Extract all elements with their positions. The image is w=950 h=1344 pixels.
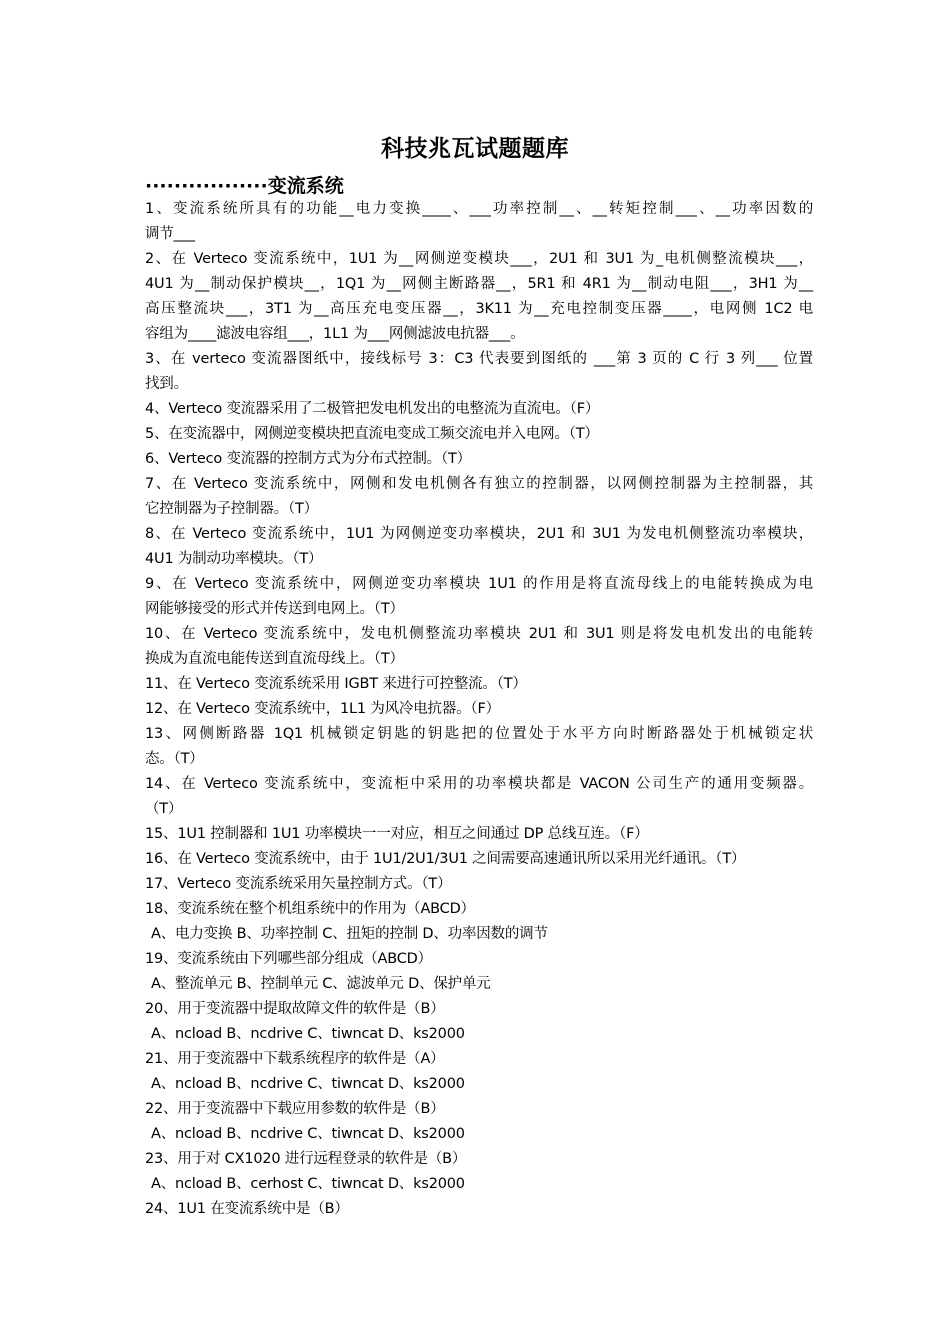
question-text-line: 4U1 为制动功率模块。（T）: [145, 551, 323, 567]
answer-options-line: A、ncload B、ncdrive C、tiwncat D、ks2000: [151, 1126, 465, 1142]
question-text-line: 网能够接受的形式并传送到电网上。（T）: [145, 601, 404, 617]
question-text-line: 态。（T）: [145, 751, 204, 767]
question-text-line: 4、Verteco 变流器采用了二极管把发电机发出的电整流为直流电。（F）: [145, 401, 600, 417]
question-text-line: 10、在 Verteco 变流系统中，发电机侧整流功率模块 2U1 和 3U1 则是将发电机发出的电能转: [145, 626, 813, 642]
question-text-line: 11、在 Verteco 变流系统采用 IGBT 来进行可控整流。（T）: [145, 676, 527, 692]
question-text-line: 容组为____滤波电容组___，1L1 为___网侧滤波电抗器___。: [145, 326, 525, 342]
question-text-line: 1、变流系统所具有的功能__电力变换____、___功率控制__、__转矩控制___、__功率因数的: [145, 201, 813, 217]
question-text-line: 24、1U1 在变流系统中是（B）: [145, 1201, 349, 1217]
question-text-line: 高压整流块___，3T1 为__高压充电变压器__，3K11 为__充电控制变压器____，电网侧 1C2 电: [145, 301, 813, 317]
question-text-line: 8、在 Verteco 变流系统中，1U1 为网侧逆变功率模块，2U1 和 3U1 为发电机侧整流功率模块，: [145, 526, 813, 542]
question-text-line: 23、用于对 CX1020 进行远程登录的软件是（B）: [145, 1151, 467, 1167]
question-text-line: 16、在 Verteco 变流系统中，由于 1U1/2U1/3U1 之间需要高速通讯所以采用光纤通讯。（T）: [145, 851, 746, 867]
question-text-line: 它控制器为子控制器。（T）: [145, 501, 319, 517]
answer-options-line: A、电力变换 B、功率控制 C、扭矩的控制 D、功率因数的调节: [151, 926, 548, 942]
question-text-line: （T）: [145, 801, 183, 817]
question-text-line: 换成为直流电能传送到直流母线上。（T）: [145, 651, 404, 667]
answer-options-line: A、整流单元 B、控制单元 C、滤波单元 D、保护单元: [151, 976, 491, 992]
question-text-line: 15、1U1 控制器和 1U1 功率模块一一对应，相互之间通过 DP 总线互连。（F）: [145, 826, 649, 842]
answer-options-line: A、ncload B、ncdrive C、tiwncat D、ks2000: [151, 1026, 465, 1042]
question-text-line: 4U1 为__制动保护模块__，1Q1 为__网侧主断路器__，5R1 和 4R1 为__制动电阻___，3H1 为__: [145, 276, 813, 292]
question-list: [145, 197, 813, 1222]
question-text-line: 17、Verteco 变流系统采用矢量控制方式。（T）: [145, 876, 452, 892]
question-text-line: 13、网侧断路器 1Q1 机械锁定钥匙的钥匙把的位置处于水平方向时断路器处于机械锁定状: [145, 726, 813, 742]
question-text-line: 22、用于变流器中下载应用参数的软件是（B）: [145, 1101, 445, 1117]
question-text-line: 12、在 Verteco 变流系统中，1L1 为风冷电抗器。（F）: [145, 701, 500, 717]
question-text-line: 9、在 Verteco 变流系统中，网侧逆变功率模块 1U1 的作用是将直流母线上的电能转换成为电: [145, 576, 813, 592]
question-text-line: 调节___: [145, 226, 195, 242]
answer-options-line: A、ncload B、ncdrive C、tiwncat D、ks2000: [151, 1076, 465, 1092]
question-text-line: 21、用于变流器中下载系统程序的软件是（A）: [145, 1051, 445, 1067]
question-text-line: 6、Verteco 变流器的控制方式为分布式控制。（T）: [145, 451, 471, 467]
question-text-line: 7、在 Verteco 变流系统中，网侧和发电机侧各有独立的控制器，以网侧控制器为主控制器，其: [145, 476, 813, 492]
answer-options-line: A、ncload B、cerhost C、tiwncat D、ks2000: [151, 1176, 465, 1192]
question-text-line: 5、在变流器中，网侧逆变模块把直流电变成工频交流电并入电网。（T）: [145, 426, 599, 442]
section-heading: ·················变流系统: [145, 175, 344, 197]
question-text-line: 20、用于变流器中提取故障文件的软件是（B）: [145, 1001, 445, 1017]
document-title: 科技兆瓦试题题库: [381, 135, 569, 162]
question-text-line: 找到。: [145, 376, 188, 392]
question-text-line: 2、在 Verteco 变流系统中，1U1 为__网侧逆变模块___，2U1 和 3U1 为_电机侧整流模块___，: [145, 251, 813, 267]
question-text-line: 19、变流系统由下列哪些部分组成（ABCD）: [145, 951, 432, 967]
question-text-line: 3、在 verteco 变流器图纸中，接线标号 3：C3 代表要到图纸的 ___第 3 页的 C 行 3 列___ 位置: [145, 351, 813, 367]
question-text-line: 18、变流系统在整个机组系统中的作用为（ABCD）: [145, 901, 475, 917]
question-text-line: 14、在 Verteco 变流系统中，变流柜中采用的功率模块都是 VACON 公司生产的通用变频器。: [145, 776, 813, 792]
